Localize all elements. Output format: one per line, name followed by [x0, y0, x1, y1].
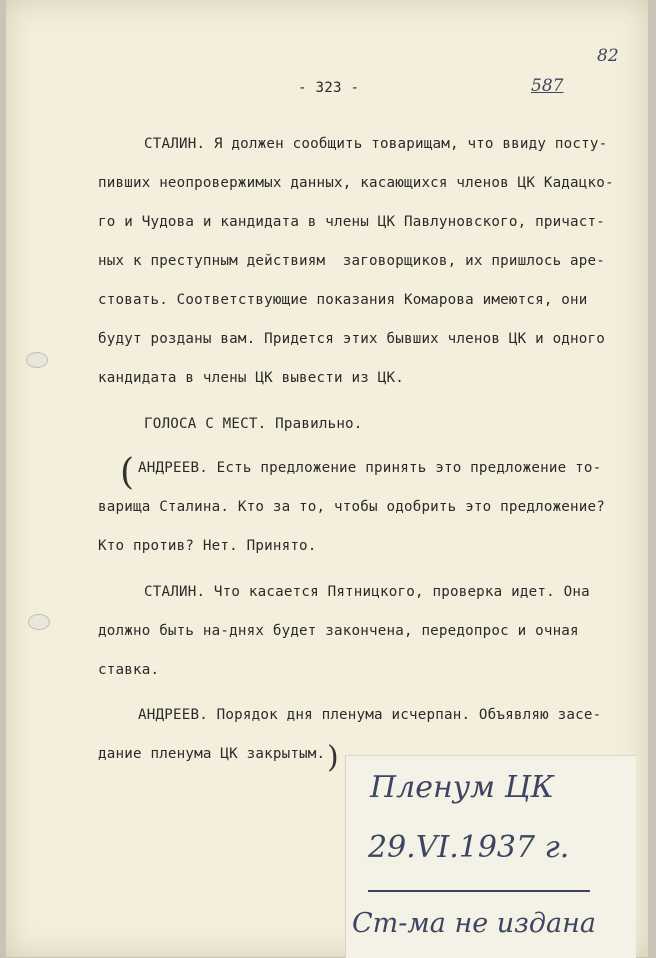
- punch-hole-top: [26, 352, 48, 368]
- body-line: ных к преступным действиям заговорщиков, их пришлось аре-: [98, 253, 606, 269]
- body-line: АНДРЕЕВ. Порядок дня пленума исчерпан. Объявляю засе-: [138, 707, 602, 723]
- note-line-status: Ст-ма не издана: [352, 908, 597, 939]
- body-line: дание пленума ЦК закрытым.: [98, 746, 326, 762]
- body-line: ставка.: [98, 662, 160, 678]
- body-line: будут розданы вам. Придется этих бывших членов ЦК и одного: [98, 331, 606, 347]
- body-line: кандидата в члены ЦК вывести из ЦК.: [98, 370, 404, 386]
- note-underline: [368, 890, 590, 892]
- note-line-plenum: Пленум ЦК: [370, 770, 554, 805]
- left-bracket-mark: (: [120, 452, 135, 493]
- note-line-date: 29.VI.1937 г.: [368, 830, 570, 865]
- punch-hole-bottom: [28, 614, 50, 630]
- right-bracket-mark: ): [327, 740, 339, 775]
- body-line: варища Сталина. Кто за то, чтобы одобрить это предложение?: [98, 499, 606, 515]
- body-line: пивших неопровержимых данных, касающихся членов ЦК Кадацко-: [98, 175, 614, 191]
- body-line: ГОЛОСА С МЕСТ. Правильно.: [144, 416, 363, 432]
- page-number: - 323 -: [298, 80, 360, 96]
- body-line: АНДРЕЕВ. Есть предложение принять это предложение то-: [138, 460, 602, 476]
- archive-page-number: 587: [531, 76, 564, 96]
- body-line: должно быть на-днях будет закончена, передопрос и очная: [98, 623, 579, 639]
- body-line: СТАЛИН. Я должен сообщить товарищам, что ввиду посту-: [144, 136, 608, 152]
- body-line: Кто против? Нет. Принято.: [98, 538, 317, 554]
- body-line: го и Чудова и кандидата в члены ЦК Павлуновского, причаст-: [98, 214, 606, 230]
- body-line: стовать. Соответствующие показания Комарова имеются, они: [98, 292, 588, 308]
- body-line: СТАЛИН. Что касается Пятницкого, проверка идет. Она: [144, 584, 590, 600]
- corner-sheet-number: 82: [597, 46, 619, 66]
